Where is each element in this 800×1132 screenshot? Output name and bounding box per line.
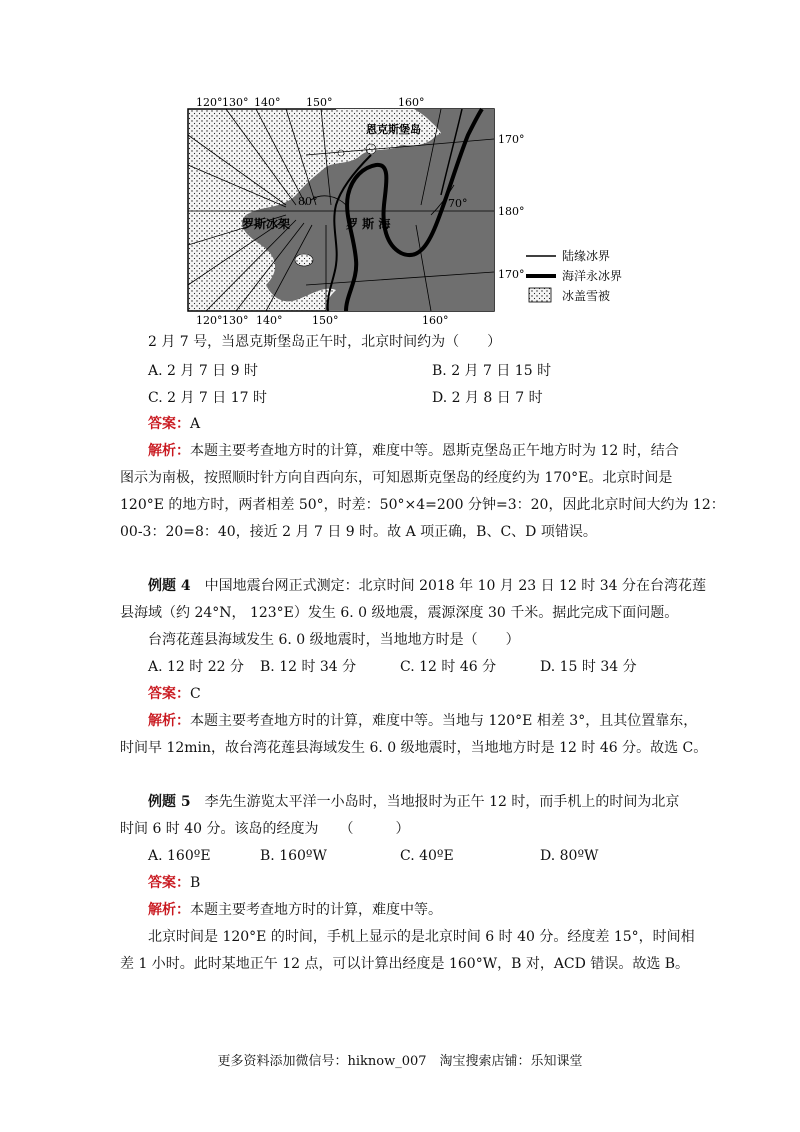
q3-analysis-line: 00-3：20=8：40，接近 2 月 7 日 9 时。故 A 项正确，B、C、D 项错误。 — [120, 524, 597, 540]
q4-question: 台湾花莲县海域发生 6. 0 级地震时，当地地方时是（ ） — [148, 632, 520, 648]
q4-stem-line: 县海域（约 24°N， 123°E）发生 6. 0 级地震，震源深度 30 千米。据此完成下面问题。 — [120, 605, 679, 621]
bottom-lon-label: 140° — [256, 314, 283, 327]
bottom-lon-label: 130° — [222, 314, 249, 327]
q5-analysis-line: 解析：本题主要考查地方时的计算，难度中等。 — [148, 902, 442, 918]
q3-option-b: B. 2 月 7 日 15 时 — [432, 363, 552, 379]
answer-value: A — [190, 416, 201, 432]
ross-ice-shelf-label: 罗斯冰架 — [242, 217, 291, 231]
antarctic-ross-sea-map — [186, 95, 641, 327]
q3-question: 2 月 7 号，当恩克斯堡岛正午时，北京时间约为（ ） — [148, 334, 502, 350]
q3-option-c: C. 2 月 7 日 17 时 — [148, 390, 267, 406]
q4-option-c: C. 12 时 46 分 — [400, 659, 497, 675]
bottom-lon-label: 160° — [422, 314, 449, 327]
lat-label-70: 70° — [448, 197, 468, 210]
q5-analysis-line: 北京时间是 120°E 的时间，手机上显示的是北京时间 6 时 40 分。经度差 15°，时间相 — [148, 929, 695, 945]
q3-option-a: A. 2 月 7 日 9 时 — [148, 363, 258, 379]
legend-land-ice: 陆缘冰界 — [562, 249, 611, 263]
answer-label: 答案： — [148, 875, 190, 891]
top-lon-label: 140° — [254, 96, 281, 109]
answer-label: 答案： — [148, 686, 190, 702]
top-lon-label: 150° — [306, 96, 333, 109]
answer-value: C — [190, 686, 201, 702]
q4-option-a: A. 12 时 22 分 — [148, 659, 244, 675]
q5-option-b: B. 160ºW — [260, 848, 327, 864]
q4-label: 例题 4 — [148, 578, 191, 594]
answer-label: 答案： — [148, 416, 190, 432]
legend-sea-ice: 海洋永冰界 — [562, 269, 623, 283]
q3-analysis-line: 图示为南极，按照顺时针方向自西向东，可知恩斯克堡岛的经度约为 170°E。北京时间是 — [120, 470, 673, 486]
q5-answer — [148, 873, 200, 893]
q5-analysis-line: 差 1 小时。此时某地正午 12 点，可以计算出经度是 160°W，B 对，ACD 错误。故选 B。 — [120, 956, 690, 972]
top-lon-label: 120° — [196, 96, 223, 109]
ross-sea-label: 罗 斯 海 — [346, 217, 391, 231]
q5-stem-line: 时间 6 时 40 分。该岛的经度为 （ ） — [120, 821, 410, 837]
q3-option-d: D. 2 月 8 日 7 时 — [432, 390, 543, 406]
q4-answer — [148, 684, 201, 704]
lat-label-80: 80° — [298, 195, 318, 208]
analysis-label: 解析： — [148, 443, 190, 459]
q4-analysis-line: 解析：本题主要考查地方时的计算，难度中等。当地与 120°E 相差 3°，且其位置靠东， — [148, 713, 698, 729]
right-lon-label: 170° — [498, 268, 525, 281]
q3-analysis-line: 解析：本题主要考查地方时的计算，难度中等。恩斯克堡岛正午地方时为 12 时，结合 — [148, 443, 679, 459]
q4-option-d: D. 15 时 34 分 — [540, 659, 637, 675]
q5-label: 例题 5 — [148, 794, 191, 810]
answer-value: B — [190, 875, 201, 891]
top-lon-label: 130° — [222, 96, 249, 109]
page-footer: 更多资料添加微信号：hiknow_007 淘宝搜索店铺：乐知课堂 — [217, 1054, 583, 1069]
q5-option-a: A. 160ºE — [148, 848, 211, 864]
right-lon-label: 170° — [498, 133, 525, 146]
legend-ice-cover: 冰盖雪被 — [562, 289, 611, 303]
q4-analysis-line: 时间早 12min，故台湾花莲县海域发生 6. 0 级地震时，当地地方时是 12 时 46 分。故选 C。 — [120, 740, 708, 756]
q5-option-c: C. 40ºE — [400, 848, 454, 864]
q4-option-b: B. 12 时 34 分 — [260, 659, 357, 675]
bottom-lon-label: 150° — [312, 314, 339, 327]
enkesi-island-label: 恩克斯堡岛 — [366, 123, 421, 136]
q3-answer — [148, 414, 200, 434]
q4-stem-line: 例题 4 中国地震台网正式测定：北京时间 2018 年 10 月 23 日 12 时 34 分在台湾花莲 — [148, 578, 707, 594]
q5-option-d: D. 80ºW — [540, 848, 599, 864]
analysis-label: 解析： — [148, 713, 190, 729]
right-lon-label: 180° — [498, 205, 525, 218]
analysis-label: 解析： — [148, 902, 190, 918]
q5-stem-line: 例题 5 李先生游览太平洋一小岛时，当地报时为正午 12 时，而手机上的时间为北京 — [148, 794, 680, 810]
bottom-lon-label: 120° — [196, 314, 223, 327]
q3-analysis-line: 120°E 的地方时，两者相差 50°，时差：50°×4=200 分钟=3：20，因此北京时间大约为 12： — [120, 497, 725, 513]
top-lon-label: 160° — [398, 96, 425, 109]
